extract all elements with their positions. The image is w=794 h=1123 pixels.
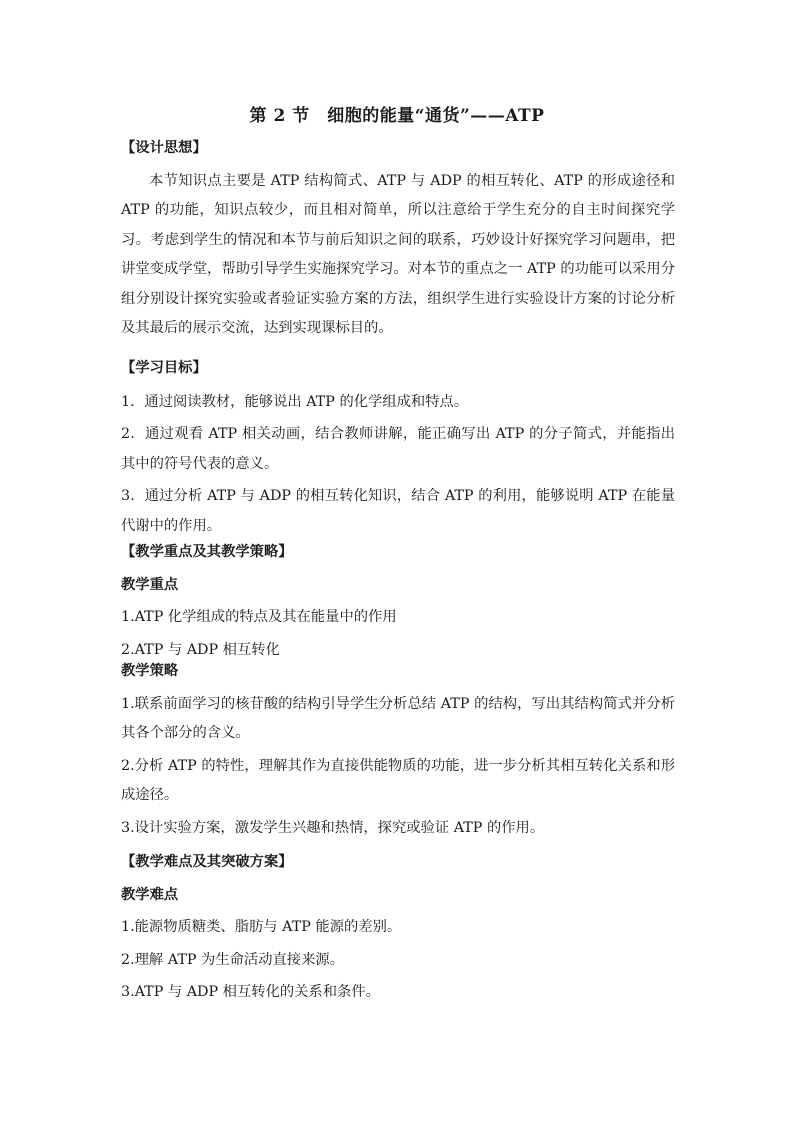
goal-item-3: 3．通过分析 ATP 与 ADP 的相互转化知识，结合 ATP 的利用，能够说明 ATP 在能量代谢中的作用。: [121, 488, 675, 534]
goals-section: [121, 354, 675, 541]
difficulty-item-3: 3.ATP 与 ADP 相互转化的关系和条件。: [121, 984, 380, 1000]
goal-item-1: 1．通过阅读教材，能够说出 ATP 的化学组成和特点。: [121, 393, 469, 410]
focus-section: [121, 538, 675, 843]
strategy-subheading: 教学策略: [121, 663, 179, 679]
focus-item-2: 2.ATP 与 ADP 相互转化: [121, 641, 280, 658]
focus-subheading: 教学重点: [121, 576, 179, 593]
difficulty-section: [121, 848, 675, 1008]
strategy-item-2: 2.分析 ATP 的特性，理解其作为直接供能物质的功能，进一步分析其相互转化关系和形成途径。: [121, 757, 675, 803]
focus-heading: 【教学重点及其教学策略】: [121, 544, 293, 560]
design-paragraph: 本节知识点主要是 ATP 结构简式、ATP 与 ADP 的相互转化、ATP 的形成途径和 ATP 的功能，知识点较少，而且相对简单，所以注意给于学生充分的自主时间探究学习。考虑到学生的情况和本节与前后知识之间的联系，巧妙设计好探究学习问题串，把讲堂变成学堂，帮助引导学生实施探究学习。对本节的重点之一 ATP 的功能可以采用分组分别设计探究实验或者验证实验方案的方法，组织学生进行实验设计方案的讨论分析及其最后的展示交流，达到实现课标目的。: [121, 172, 675, 336]
difficulty-subheading: 教学难点: [121, 886, 179, 903]
strategy-item-3: 3.设计实验方案，激发学生兴趣和热情，探究或验证 ATP 的作用。: [121, 819, 545, 836]
goals-heading: 【学习目标】: [121, 360, 207, 376]
strategy-item-1: 1.联系前面学习的核苷酸的结构引导学生分析总结 ATP 的结构，写出其结构简式并分析其各个部分的含义。: [121, 695, 675, 741]
difficulty-item-1: 1.能源物质糖类、脂肪与 ATP 能源的差别。: [121, 919, 402, 935]
difficulty-item-2: 2.理解 ATP 为生命活动直接来源。: [121, 951, 344, 968]
goal-item-2: 2．通过观看 ATP 相关动画，结合教师讲解，能正确写出 ATP 的分子简式，并能指出其中的符号代表的意义。: [121, 426, 675, 472]
page-title: 第 2 节 细胞的能量“通货”——ATP: [249, 106, 545, 126]
design-section: [121, 134, 675, 344]
design-heading: 【设计思想】: [121, 140, 207, 156]
focus-item-1: 1.ATP 化学组成的特点及其在能量中的作用: [121, 609, 397, 625]
difficulty-heading: 【教学难点及其突破方案】: [121, 854, 293, 870]
